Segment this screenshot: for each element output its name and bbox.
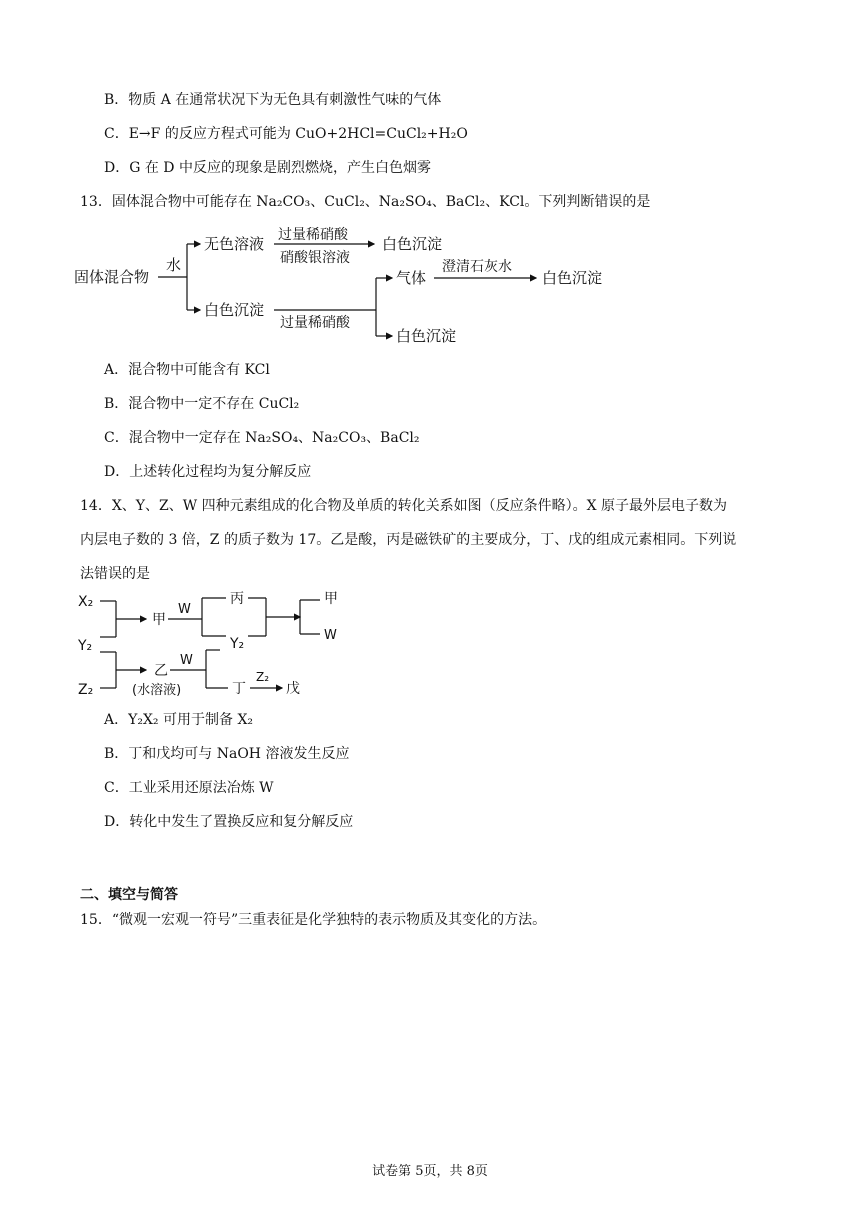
q12-option-c: C．E→F 的反应方程式可能为 CuO+2HCl=CuCl₂+H₂O [104,126,468,142]
q14-w-product: W [324,628,337,643]
q13-start: 固体混合物 [74,268,150,286]
q14-y2: Y₂ [78,638,93,654]
q13-option-b: B．混合物中一定不存在 CuCl₂ [104,396,300,412]
q13-white-precipitate-2: 白色沉淀 [204,301,265,319]
q14-option-c: C．工业采用还原法冶炼 W [104,780,274,796]
q13-flow-diagram [70,226,630,350]
q14-transformation-diagram [70,588,370,702]
q14-x2: X₂ [78,594,94,610]
q14-w3: W [180,653,193,668]
q12-option-d: D．G 在 D 中反应的现象是剧烈燃烧，产生白色烟雾 [104,160,431,176]
q13-stem: 13．固体混合物中可能存在 Na₂CO₃、CuCl₂、Na₂SO₄、BaCl₂、KCl。下列判断错误的是 [80,194,651,210]
q13-excess-nitric-acid-2: 过量稀硝酸 [280,315,350,331]
q14-bing: 丙 [230,591,244,607]
q13-limewater: 澄清石灰水 [442,259,512,275]
q13-white-precipitate-3: 白色沉淀 [542,269,603,287]
q13-option-a: A．混合物中可能含有 KCl [104,362,270,378]
page-footer: 试卷第 5页，共 8页 [372,1164,488,1179]
q14-aqueous-solution: (水溶液) [132,683,182,698]
q14-jia-product: 甲 [324,591,338,607]
q14-jia: 甲 [152,612,166,628]
q14-stem-line-2: 内层电子数的 3 倍，Z 的质子数为 17。乙是酸，丙是磁铁矿的主要成分，丁、戊的组成元素相同。下列说 [80,532,737,548]
q13-option-c: C．混合物中一定存在 Na₂SO₄、Na₂CO₃、BaCl₂ [104,430,420,446]
q12-option-b: B．物质 A 在通常状况下为无色具有刺激性气味的气体 [104,92,442,108]
q15-stem: 15．“微观一宏观一符号”三重表征是化学独特的表示物质及其变化的方法。 [80,912,547,928]
q14-ding: 丁 [232,681,246,697]
q14-option-b: B．丁和戊均可与 NaOH 溶液发生反应 [104,746,350,762]
q14-stem-line-3: 法错误的是 [80,566,150,582]
q14-option-d: D．转化中发生了置换反应和复分解反应 [104,814,354,830]
q14-stem-line-1: 14．X、Y、Z、W 四种元素组成的化合物及单质的转化关系如图（反应条件略）。X 原子最外层电子数为 [80,498,728,514]
q13-white-precipitate-4: 白色沉淀 [396,327,457,345]
q13-option-d: D．上述转化过程均为复分解反应 [104,464,312,480]
q14-wu: 戊 [286,681,300,697]
section-heading: 二、填空与简答 [80,887,178,903]
q14-y2-product: Y₂ [230,636,245,652]
q14-w1: W [178,602,191,617]
q13-gas: 气体 [396,269,427,287]
q14-z2: Z₂ [78,682,94,698]
q13-excess-nitric-acid: 过量稀硝酸 [278,227,348,243]
q13-water: 水 [166,256,182,274]
q14-option-a: A．Y₂X₂ 可用于制备 X₂ [104,712,254,728]
q13-white-precipitate-1: 白色沉淀 [382,235,443,253]
q14-z2-reagent: Z₂ [256,670,270,684]
q14-yi: 乙 [154,663,168,679]
q13-silver-nitrate: 硝酸银溶液 [280,250,350,266]
q13-colorless-solution: 无色溶液 [204,235,265,253]
